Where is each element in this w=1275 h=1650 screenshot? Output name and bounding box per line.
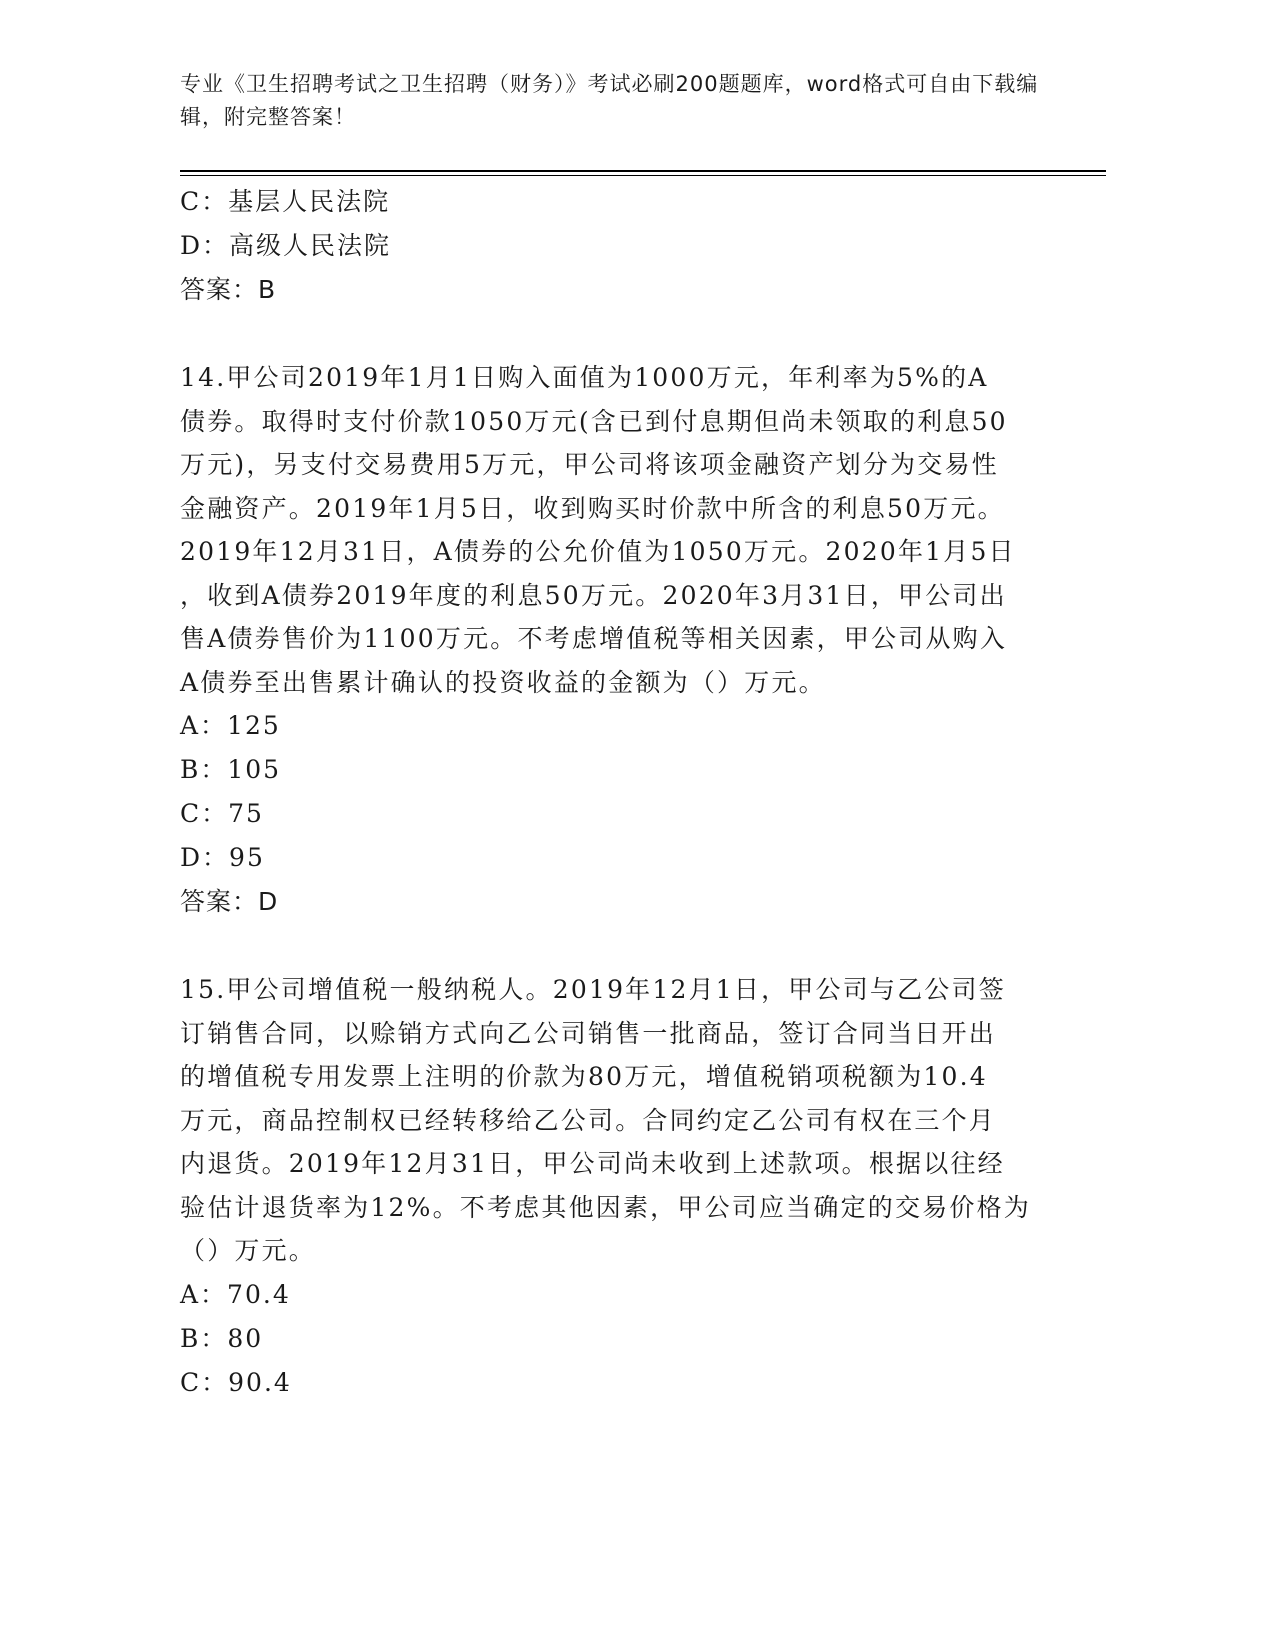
question-text-line: ，收到A债券2019年度的利息50万元。2020年3月31日，甲公司出 [180, 580, 1007, 610]
question-text-line: 14.甲公司2019年1月1日购入面值为1000万元，年利率为5%的A [180, 363, 989, 392]
question-text-line: 售A债券售价为1100万元。不考虑增值税等相关因素，甲公司从购入 [180, 624, 1008, 653]
answer-line: 答案：D [180, 887, 279, 916]
option-c: C：90.4 [180, 1367, 292, 1397]
option-c: C：75 [180, 799, 264, 828]
question-text-line: 的增值税专用发票上注明的价款为80万元，增值税销项税额为10.4 [180, 1062, 988, 1091]
answer-line: 答案：B [180, 275, 277, 304]
question-text-line: 金融资产。2019年1月5日，收到购买时价款中所含的利息50万元。 [180, 493, 1005, 523]
question-text-line: 内退货。2019年12月31日，甲公司尚未收到上述款项。根据以往经 [180, 1149, 1005, 1178]
option-a: A：70.4 [180, 1279, 291, 1309]
spacer [180, 312, 1040, 356]
question-text-line: A债券至出售累计确认的投资收益的金额为（）万元。 [180, 667, 826, 697]
question-text-line: （）万元。 [180, 1236, 317, 1265]
question-text-line: 债券。取得时支付价款1050万元(含已到付息期但尚未领取的利息50 [180, 406, 1008, 436]
page-header: 专业《卫生招聘考试之卫生招聘（财务）》考试必刷200题题库，word格式可自由下载编辑，附完整答案！ [180, 72, 1039, 129]
option-a: A：125 [180, 711, 281, 740]
question-text-line: 订销售合同，以赊销方式向乙公司销售一批商品，签订合同当日开出 [180, 1018, 997, 1048]
question-text-line: 2019年12月31日，A债券的公允价值为1050万元。2020年1月5日 [180, 537, 1016, 566]
option-d: D：高级人民法院 [180, 231, 392, 260]
option-c: C：基层人民法院 [180, 187, 391, 216]
option-d: D：95 [180, 843, 265, 872]
spacer [180, 924, 1040, 968]
question-text-line: 万元，商品控制权已经转移给乙公司。合同约定乙公司有权在三个月 [180, 1105, 997, 1135]
question-text-line: 验估计退货率为12%。不考虑其他因素，甲公司应当确定的交易价格为 [180, 1192, 1031, 1222]
header-rule-thin [180, 175, 1106, 176]
prev-question-block [180, 180, 1040, 312]
question-text-line: 万元)，另支付交易费用5万元，甲公司将该项金融资产划分为交易性 [180, 450, 999, 479]
question-14 [180, 356, 1040, 924]
question-text-line: 15.甲公司增值税一般纳税人。2019年12月1日，甲公司与乙公司签 [180, 975, 1006, 1004]
header-rule-thick [180, 170, 1106, 172]
option-b: B：80 [180, 1323, 264, 1353]
option-b: B：105 [180, 755, 282, 784]
document-body [180, 180, 1040, 1405]
question-15 [180, 968, 1040, 1405]
